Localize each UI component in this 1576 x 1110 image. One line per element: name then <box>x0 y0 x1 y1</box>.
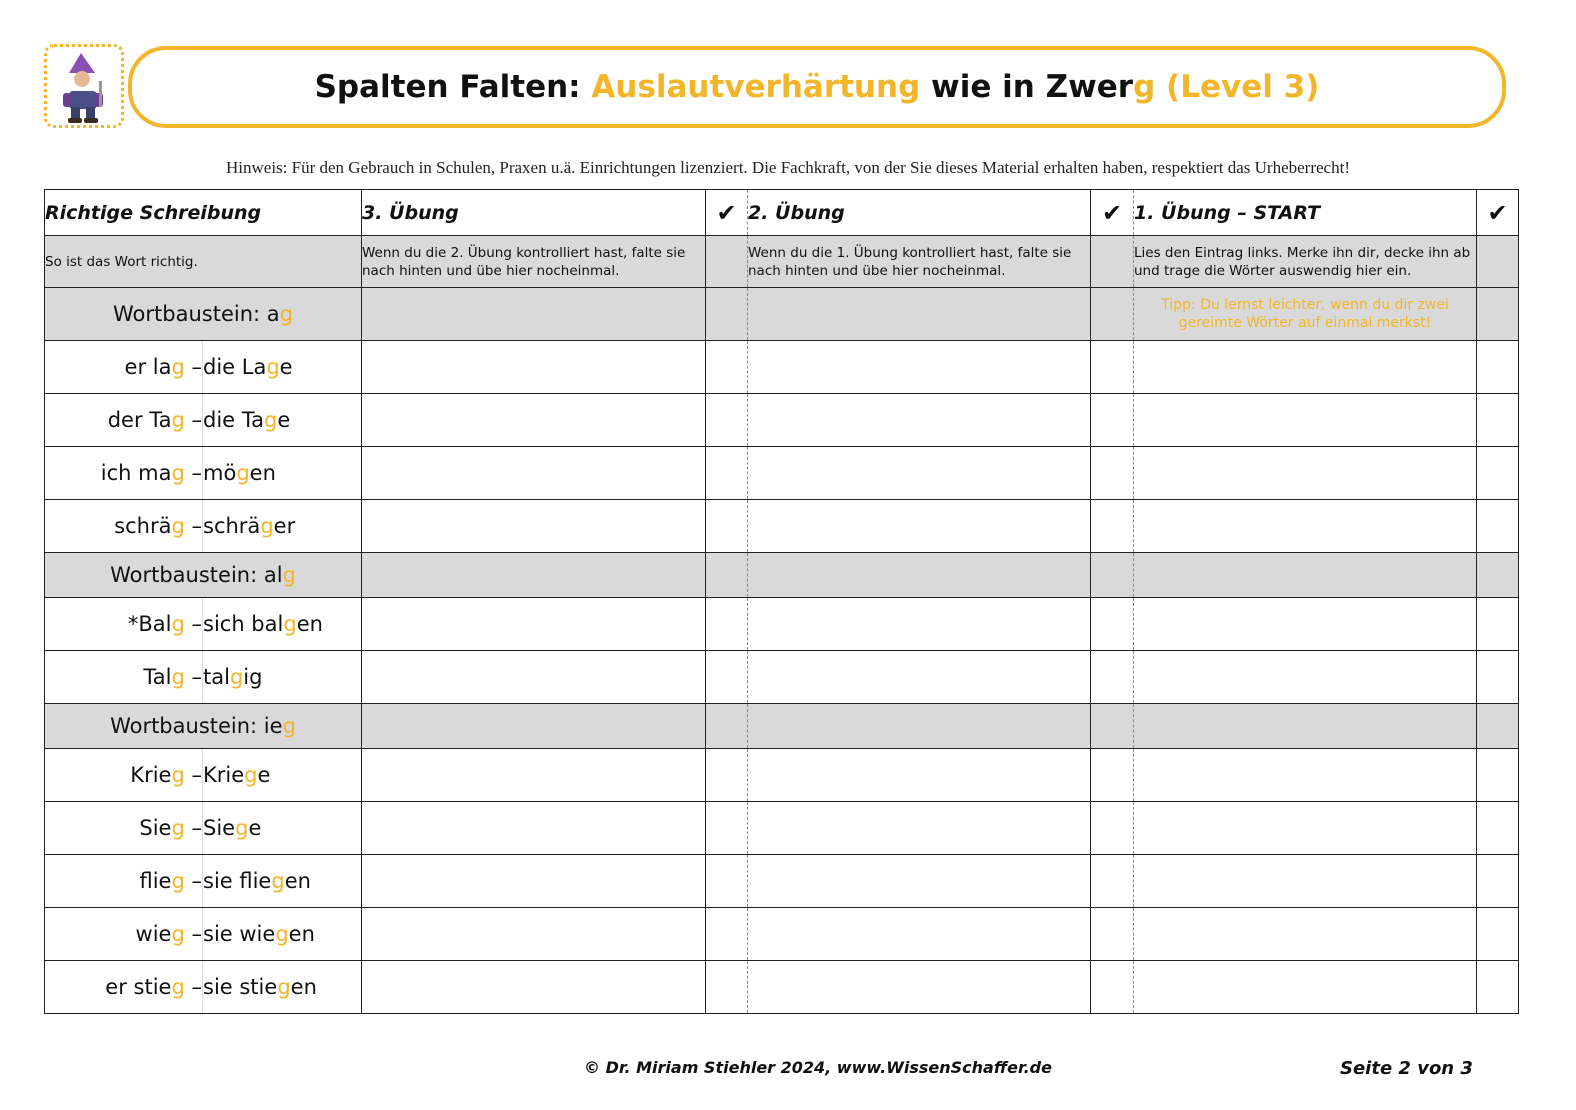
word-long-stem: sie wie <box>203 922 276 946</box>
word-long-letter: g <box>283 612 297 636</box>
word-short-stem: *Bal <box>127 612 172 636</box>
word-short <box>45 749 203 802</box>
description-row <box>45 236 1519 288</box>
section-label-text: Wortbaustein: a <box>113 302 280 326</box>
word-long-letter: g <box>260 514 274 538</box>
check-cell[interactable] <box>1477 288 1519 341</box>
title-banner <box>128 46 1506 128</box>
gnome-warrior-icon <box>55 51 113 125</box>
answer-cell-1[interactable] <box>1134 553 1477 598</box>
word-dash: – <box>184 514 202 538</box>
page-title <box>315 69 1320 105</box>
answer-cell-1[interactable] <box>1134 447 1477 500</box>
header-row <box>45 190 1519 236</box>
word-short <box>45 855 203 908</box>
check-cell[interactable] <box>706 908 748 961</box>
check-cell[interactable] <box>1091 908 1134 961</box>
check-cell[interactable] <box>1091 704 1134 749</box>
description-exercise-2: Wenn du die 1. Übung kontrolliert hast, falte sie nach hinten und übe hier nocheinmal. <box>748 236 1091 288</box>
check-cell[interactable] <box>706 961 748 1014</box>
word-dash: – <box>184 355 202 379</box>
word-short-letter: g <box>171 816 185 840</box>
word-row <box>45 394 1519 447</box>
answer-cell-1[interactable] <box>1134 341 1477 394</box>
word-long-letter: g <box>235 816 249 840</box>
answer-cell-2[interactable] <box>748 855 1091 908</box>
word-short <box>45 651 203 704</box>
description-correct: So ist das Wort richtig. <box>45 236 362 288</box>
word-short-stem: schrä <box>114 514 172 538</box>
word-short-letter: g <box>171 461 185 485</box>
section-row <box>45 704 1519 749</box>
answer-cell-1[interactable] <box>1134 908 1477 961</box>
answer-cell-2[interactable] <box>748 394 1091 447</box>
check-cell[interactable] <box>1091 553 1134 598</box>
answer-cell-1[interactable] <box>1134 704 1477 749</box>
word-long-ending: en <box>288 922 315 946</box>
word-short <box>45 500 203 553</box>
word-short-letter: g <box>171 763 185 787</box>
check-cell[interactable] <box>1091 598 1134 651</box>
word-short-stem: er stie <box>105 975 172 999</box>
word-long-stem: Krie <box>203 763 245 787</box>
answer-cell-2[interactable] <box>748 961 1091 1014</box>
check-cell[interactable] <box>1091 802 1134 855</box>
word-long <box>203 341 362 394</box>
answer-cell-3[interactable] <box>362 341 706 394</box>
section-label <box>45 288 362 341</box>
check-cell[interactable] <box>1091 651 1134 704</box>
check-cell[interactable] <box>1091 341 1134 394</box>
word-long-stem: die Ta <box>203 408 264 432</box>
license-notice: Hinweis: Für den Gebrauch in Schulen, Praxen u.ä. Einrichtungen lizenziert. Die Fachkraft, von der Sie dieses Material erhalten haben, respektiert das Urheberrecht! <box>226 158 1350 177</box>
word-long-letter: g <box>275 922 289 946</box>
word-short-letter: g <box>171 514 185 538</box>
word-short-stem: wie <box>135 922 172 946</box>
section-label-text: Wortbaustein: ie <box>110 714 283 738</box>
section-label <box>45 704 362 749</box>
word-short-stem: ich ma <box>100 461 172 485</box>
section-row <box>45 553 1519 598</box>
word-long-stem: die La <box>203 355 267 379</box>
word-long <box>203 908 362 961</box>
answer-cell-3[interactable] <box>362 704 706 749</box>
check-cell[interactable] <box>1477 236 1519 288</box>
check-cell[interactable] <box>706 651 748 704</box>
word-long-ending: e <box>279 355 293 379</box>
word-long-ending: ig <box>243 665 263 689</box>
answer-cell-1[interactable] <box>1134 802 1477 855</box>
word-long <box>203 961 362 1014</box>
check-cell[interactable] <box>1091 447 1134 500</box>
checkmark-icon: ✔ <box>1477 190 1519 236</box>
word-long-letter: g <box>277 975 291 999</box>
word-row <box>45 855 1519 908</box>
word-short-letter: g <box>171 408 185 432</box>
check-cell[interactable] <box>706 394 748 447</box>
check-cell[interactable] <box>706 447 748 500</box>
check-cell[interactable] <box>706 855 748 908</box>
title-level: (Level 3) <box>1155 69 1320 105</box>
word-row <box>45 341 1519 394</box>
word-dash: – <box>184 816 202 840</box>
word-long-stem: Sie <box>203 816 236 840</box>
header-exercise-3: 3. Übung <box>362 190 706 236</box>
answer-cell-3[interactable] <box>362 553 706 598</box>
check-cell[interactable] <box>706 288 748 341</box>
answer-cell-2[interactable] <box>748 553 1091 598</box>
answer-cell-1[interactable] <box>1134 749 1477 802</box>
check-cell[interactable] <box>706 553 748 598</box>
word-row <box>45 961 1519 1014</box>
word-long-letter: g <box>229 665 244 689</box>
answer-cell-2[interactable] <box>748 598 1091 651</box>
header-exercise-1: 1. Übung – START <box>1134 190 1477 236</box>
word-long-ending: e <box>248 816 262 840</box>
copyright: © Dr. Miriam Stiehler 2024, www.WissenSchaffer.de <box>584 1058 1052 1077</box>
word-short <box>45 394 203 447</box>
word-long <box>203 802 362 855</box>
check-cell[interactable] <box>706 236 748 288</box>
word-dash: – <box>184 612 202 636</box>
word-long-ending: e <box>277 408 291 432</box>
header-correct-spelling: Richtige Schreibung <box>45 190 362 236</box>
checkmark-icon: ✔ <box>1091 190 1134 236</box>
word-long <box>203 598 362 651</box>
word-short-letter: g <box>171 869 185 893</box>
word-short <box>45 447 203 500</box>
word-long-ending: en <box>290 975 317 999</box>
word-long-letter: g <box>271 869 285 893</box>
word-short-letter: g <box>171 975 185 999</box>
word-long-letter: g <box>244 763 258 787</box>
word-long <box>203 500 362 553</box>
check-cell[interactable] <box>1477 802 1519 855</box>
answer-cell-1[interactable] <box>1134 394 1477 447</box>
answer-cell-1[interactable] <box>1134 961 1477 1014</box>
answer-cell-2[interactable] <box>748 749 1091 802</box>
word-long <box>203 855 362 908</box>
word-long-stem: tal <box>203 665 230 689</box>
check-cell[interactable] <box>1477 553 1519 598</box>
answer-cell-3[interactable] <box>362 651 706 704</box>
answer-cell-3[interactable] <box>362 855 706 908</box>
answer-cell-3[interactable] <box>362 802 706 855</box>
answer-cell-1[interactable] <box>1134 651 1477 704</box>
word-short-letter: g <box>171 612 185 636</box>
answer-cell-2[interactable] <box>748 447 1091 500</box>
title-part-1: Spalten Falten: <box>314 69 592 105</box>
check-cell[interactable] <box>1477 908 1519 961</box>
check-cell[interactable] <box>1091 749 1134 802</box>
check-cell[interactable] <box>1091 394 1134 447</box>
check-cell[interactable] <box>706 500 748 553</box>
word-dash: – <box>184 461 202 485</box>
word-row <box>45 500 1519 553</box>
check-cell[interactable] <box>1477 500 1519 553</box>
check-cell[interactable] <box>1477 341 1519 394</box>
word-short-stem: Tal <box>143 665 172 689</box>
word-short-stem: flie <box>139 869 172 893</box>
description-exercise-1: Lies den Eintrag links. Merke ihn dir, decke ihn ab und trage die Wörter auswendig hier ein. <box>1134 236 1477 288</box>
answer-cell-2[interactable] <box>748 908 1091 961</box>
word-row <box>45 749 1519 802</box>
description-exercise-3: Wenn du die 2. Übung kontrolliert hast, falte sie nach hinten und übe hier nocheinmal. <box>362 236 706 288</box>
word-long-ending: en <box>249 461 276 485</box>
answer-cell-3[interactable] <box>362 598 706 651</box>
header-exercise-2: 2. Übung <box>748 190 1091 236</box>
check-cell[interactable] <box>706 704 748 749</box>
check-cell[interactable] <box>1091 236 1134 288</box>
word-long-letter: g <box>263 408 278 432</box>
word-dash: – <box>184 665 202 689</box>
word-short-stem: Krie <box>130 763 172 787</box>
word-short <box>45 598 203 651</box>
check-cell[interactable] <box>1477 961 1519 1014</box>
answer-cell-3[interactable] <box>362 961 706 1014</box>
check-cell[interactable] <box>1477 598 1519 651</box>
answer-cell-3[interactable] <box>362 500 706 553</box>
word-row <box>45 651 1519 704</box>
word-row <box>45 802 1519 855</box>
answer-cell-3[interactable] <box>362 394 706 447</box>
title-highlight-letter: g <box>1133 69 1156 105</box>
section-label-highlight: g <box>282 563 296 587</box>
word-long-ending: er <box>273 514 296 538</box>
word-short <box>45 341 203 394</box>
check-cell[interactable] <box>706 802 748 855</box>
answer-cell-1[interactable] <box>1134 855 1477 908</box>
answer-cell-3[interactable] <box>362 288 706 341</box>
answer-cell-3[interactable] <box>362 447 706 500</box>
word-short <box>45 802 203 855</box>
word-short-letter: g <box>171 922 185 946</box>
word-long <box>203 447 362 500</box>
word-long <box>203 749 362 802</box>
answer-cell-2[interactable] <box>748 651 1091 704</box>
word-short-stem: er la <box>124 355 172 379</box>
word-long-letter: g <box>266 355 280 379</box>
word-row <box>45 447 1519 500</box>
check-cell[interactable] <box>1477 394 1519 447</box>
answer-cell-1[interactable] <box>1134 598 1477 651</box>
answer-cell-3[interactable] <box>362 749 706 802</box>
check-cell[interactable] <box>1477 447 1519 500</box>
section-row <box>45 288 1519 341</box>
word-dash: – <box>184 922 202 946</box>
logo-gnome <box>44 44 124 128</box>
word-long <box>203 394 362 447</box>
word-short-stem: Sie <box>139 816 172 840</box>
word-dash: – <box>184 763 202 787</box>
worksheet-table <box>44 189 1519 1014</box>
answer-cell-2[interactable] <box>748 341 1091 394</box>
word-long-ending: en <box>296 612 323 636</box>
word-long-stem: sich bal <box>203 612 284 636</box>
word-dash: – <box>184 869 202 893</box>
word-dash: – <box>184 975 202 999</box>
word-long-stem: sie flie <box>203 869 272 893</box>
answer-cell-1[interactable] <box>1134 500 1477 553</box>
word-short-stem: der Ta <box>107 408 172 432</box>
word-long <box>203 651 362 704</box>
tip-cell <box>1134 288 1477 341</box>
title-part-3: wie in Zwer <box>920 69 1134 105</box>
title-highlight: Auslautverhärtung <box>591 69 921 105</box>
answer-cell-2[interactable] <box>748 802 1091 855</box>
section-label-highlight: g <box>282 714 296 738</box>
answer-cell-2[interactable] <box>748 500 1091 553</box>
check-cell[interactable] <box>1091 288 1134 341</box>
check-cell[interactable] <box>1091 500 1134 553</box>
check-cell[interactable] <box>1477 749 1519 802</box>
check-cell[interactable] <box>1091 855 1134 908</box>
word-row <box>45 908 1519 961</box>
word-short <box>45 961 203 1014</box>
word-long-ending: e <box>257 763 271 787</box>
check-cell[interactable] <box>706 749 748 802</box>
word-long-stem: schrä <box>203 514 261 538</box>
word-long-ending: en <box>284 869 311 893</box>
word-short <box>45 908 203 961</box>
check-cell[interactable] <box>1477 651 1519 704</box>
answer-cell-3[interactable] <box>362 908 706 961</box>
section-label <box>45 553 362 598</box>
check-cell[interactable] <box>706 341 748 394</box>
section-label-text: Wortbaustein: al <box>110 563 283 587</box>
section-label-highlight: g <box>279 302 293 326</box>
word-long-stem: mö <box>203 461 237 485</box>
check-cell[interactable] <box>1091 961 1134 1014</box>
word-short-letter: g <box>171 665 185 689</box>
word-short-letter: g <box>171 355 185 379</box>
answer-cell-2[interactable] <box>748 288 1091 341</box>
word-row <box>45 598 1519 651</box>
word-dash: – <box>184 408 202 432</box>
page-number: Seite 2 von 3 <box>1340 1058 1473 1079</box>
word-long-stem: sie stie <box>203 975 278 999</box>
check-cell[interactable] <box>706 598 748 651</box>
checkmark-icon: ✔ <box>706 190 748 236</box>
tip-text: Tipp: Du lernst leichter, wenn du dir zwei gereimte Wörter auf einmal merkst! <box>1161 297 1449 331</box>
check-cell[interactable] <box>1477 855 1519 908</box>
word-long-letter: g <box>236 461 250 485</box>
check-cell[interactable] <box>1477 704 1519 749</box>
answer-cell-2[interactable] <box>748 704 1091 749</box>
